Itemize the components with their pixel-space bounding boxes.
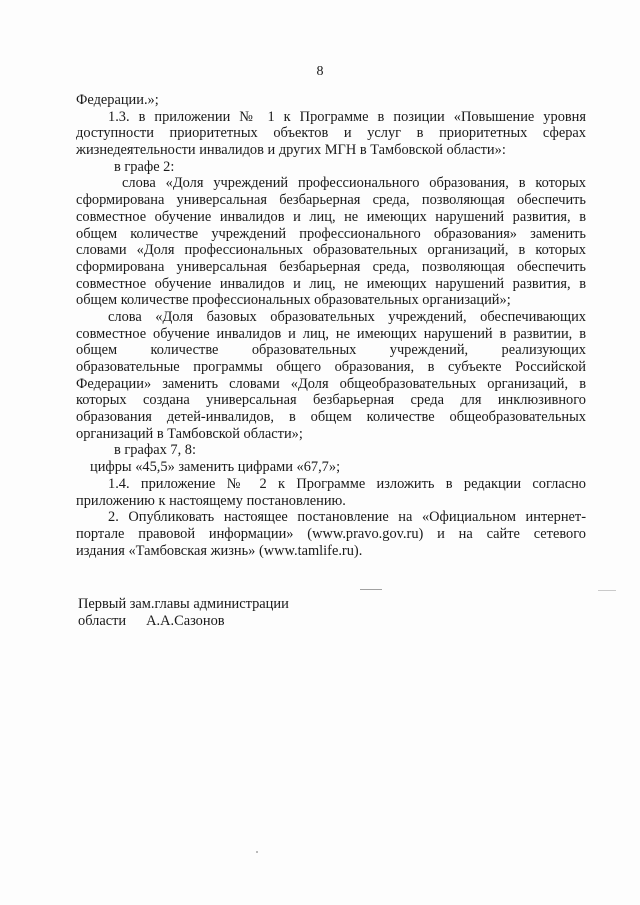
text-line: совместное обучение инвалидов и лиц, не имеющих нарушений в развитии, в (76, 325, 586, 342)
signatory-position: Первый зам.главы администрации (78, 596, 289, 612)
text-line: словами «Доля профессиональных образовательных организаций, в которых (76, 242, 586, 259)
signatory-name: А.А.Сазонов (146, 613, 225, 629)
page-number: 8 (316, 64, 324, 79)
text-line: совместное обучение инвалидов и лиц, не имеющих нарушений развития, в (76, 208, 586, 225)
text-line: общем количестве профессиональных образовательных организаций»; (76, 292, 511, 309)
text-line: 1.3. в приложении № 1 к Программе в позиции «Повышение уровня (108, 108, 586, 125)
text-line: сформирована универсальная безбарьерная среда, позволяющая обеспечить (76, 258, 586, 275)
text-line: общем количестве учреждений профессионального образования» заменить (76, 225, 586, 242)
text-line: жизнедеятельности инвалидов и других МГН в Тамбовской области»: (76, 142, 506, 159)
text-line: приложению к настоящему постановлению. (76, 492, 346, 509)
text-line: в графе 2: (114, 158, 175, 175)
text-line: доступности приоритетных объектов и услуг в приоритетных сферах (76, 125, 586, 142)
signature-block (78, 596, 289, 630)
signatory-region: области (78, 613, 127, 629)
text-line: портале правовой информации» (www.pravo.gov.ru) и на сайте сетевого (76, 525, 586, 542)
text-line: образовательные программы общего образования, в субъекте Российской (76, 359, 586, 375)
scan-artifact (598, 590, 616, 591)
text-line: 2. Опубликовать настоящее постановление на «Официальном интернет- (108, 509, 586, 526)
text-line: организаций в Тамбовской области»; (76, 425, 303, 442)
text-line: Федерации.»; (76, 92, 159, 108)
text-line: Федерации» заменить словами «Доля общеобразовательных организаций, в (76, 375, 586, 392)
text-line: которых создана универсальная безбарьерная среда для инклюзивного (76, 392, 586, 409)
text-line: издания «Тамбовская жизнь» (www.tamlife.ru). (76, 542, 363, 559)
text-line: общем количестве образовательных учреждений, реализующих (76, 342, 586, 359)
scan-artifact (360, 589, 382, 590)
text-line: образования детей-инвалидов, в общем количестве общеобразовательных (76, 409, 586, 426)
signatory-line (78, 613, 289, 630)
text-line: слова «Доля учреждений профессионального образования, в которых (122, 175, 586, 192)
document-body (76, 92, 586, 559)
text-line: в графах 7, 8: (114, 442, 196, 459)
text-line: слова «Доля базовых образовательных учреждений, обеспечивающих (108, 308, 586, 325)
scan-artifact (256, 851, 258, 853)
text-line: сформирована универсальная безбарьерная среда, позволяющая обеспечить (76, 192, 586, 209)
text-line: совместное обучение инвалидов и лиц, не имеющих нарушений развития, в (76, 275, 586, 292)
text-line: 1.4. приложение № 2 к Программе изложить в редакции согласно (108, 475, 586, 492)
text-line: цифры «45,5» заменить цифрами «67,7»; (90, 459, 341, 476)
